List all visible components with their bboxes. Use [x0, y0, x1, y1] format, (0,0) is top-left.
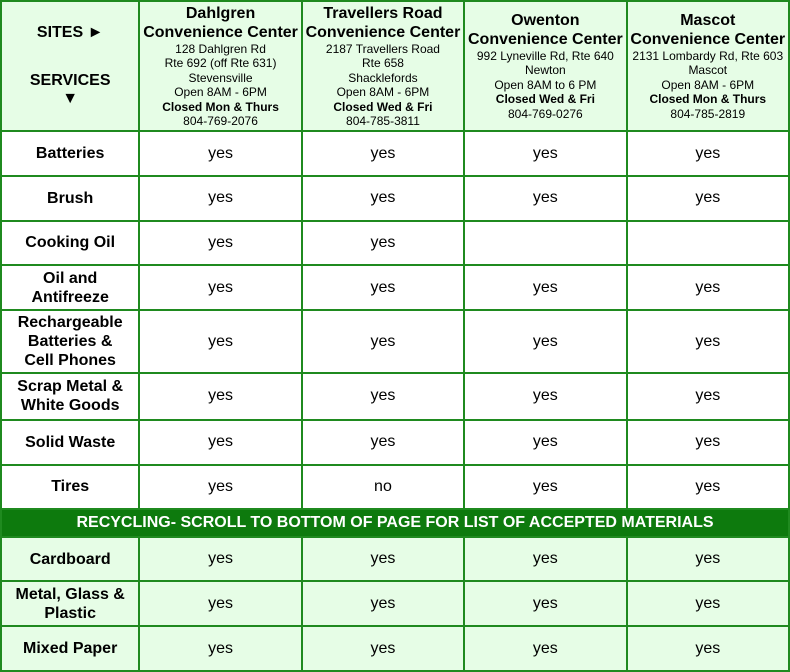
service-label-line: Scrap Metal &: [17, 378, 124, 396]
availability-cell: yes: [303, 266, 463, 309]
site-hours: Open 8AM - 6PM: [336, 85, 430, 100]
site-closed-days: Closed Wed & Fri: [495, 92, 595, 107]
availability-cell: yes: [303, 627, 463, 670]
recycling-label: [2, 627, 138, 670]
site-phone: 804-785-2819: [670, 106, 746, 121]
availability-cell: yes: [140, 222, 300, 265]
availability-cell: yes: [140, 374, 300, 419]
availability-cell: no: [303, 466, 463, 509]
service-label: [2, 311, 138, 372]
availability-cell: yes: [628, 466, 788, 509]
availability-cell: yes: [303, 222, 463, 265]
service-label-line: Batteries &: [27, 333, 113, 351]
service-label-line: Antifreeze: [31, 288, 109, 306]
site-phone: 804-769-0276: [507, 106, 583, 121]
availability-cell: yes: [628, 374, 788, 419]
availability-cell: yes: [140, 421, 300, 464]
availability-cell: yes: [628, 266, 788, 309]
site-address-line: Rte 658: [361, 56, 404, 71]
service-row-batteries: [2, 132, 788, 175]
availability-cell: yes: [303, 582, 463, 625]
site-name: Dahlgren: [185, 4, 256, 22]
recycling-row-metal-glass-plastic: [2, 582, 788, 625]
site-address-line: 2131 Lombardy Rd, Rte 603: [632, 48, 784, 63]
availability-cell: yes: [465, 538, 625, 581]
down-arrow-icon: ▼: [62, 90, 79, 108]
service-label-line: Cooking Oil: [25, 234, 116, 252]
availability-cell: yes: [303, 177, 463, 220]
service-label-line: Brush: [47, 189, 94, 207]
recycling-label-line: Metal, Glass &: [15, 585, 125, 603]
site-header-owenton: [465, 2, 625, 130]
recycling-label: [2, 538, 138, 581]
availability-cell: [628, 222, 788, 265]
availability-cell: yes: [465, 421, 625, 464]
availability-cell: yes: [140, 466, 300, 509]
availability-cell: yes: [140, 132, 300, 175]
availability-cell: yes: [628, 421, 788, 464]
header-row: [2, 2, 788, 130]
recycling-label-line: Mixed Paper: [23, 640, 118, 658]
service-label-line: Batteries: [35, 145, 105, 163]
service-row-rechargeable-batteries: [2, 311, 788, 372]
availability-cell: yes: [465, 582, 625, 625]
service-row-cooking-oil: [2, 222, 788, 265]
service-label-line: Tires: [51, 478, 90, 496]
site-name-suffix: Convenience Center: [143, 23, 298, 41]
availability-cell: yes: [303, 421, 463, 464]
site-name-suffix: Convenience Center: [630, 30, 786, 48]
site-address-line: Rte 692 (off Rte 631): [164, 56, 277, 71]
site-address-line: Shacklefords: [348, 70, 418, 85]
availability-cell: yes: [140, 266, 300, 309]
availability-cell: yes: [628, 311, 788, 372]
site-header-mascot: [628, 2, 788, 130]
recycling-label: [2, 582, 138, 625]
site-address-line: 992 Lyneville Rd, Rte 640: [476, 48, 614, 63]
corner-cell: [2, 2, 138, 130]
availability-cell: [465, 222, 625, 265]
site-address-line: 128 Dahlgren Rd: [175, 41, 266, 56]
site-hours: Open 8AM to 6 PM: [494, 77, 597, 92]
recycling-banner-row: [2, 510, 788, 535]
availability-cell: yes: [140, 538, 300, 581]
site-hours: Open 8AM - 6PM: [661, 77, 755, 92]
service-label-line: Rechargeable: [17, 314, 123, 332]
recycling-banner: RECYCLING- SCROLL TO BOTTOM OF PAGE FOR LIST OF ACCEPTED MATERIALS: [2, 510, 788, 535]
service-row-tires: [2, 466, 788, 509]
site-address-line: Newton: [525, 63, 566, 78]
service-label: [2, 177, 138, 220]
service-label-line: Oil and: [43, 269, 98, 287]
availability-cell: yes: [140, 177, 300, 220]
availability-cell: yes: [140, 582, 300, 625]
sites-label: SITES ►: [36, 24, 104, 42]
services-label: SERVICES: [29, 72, 111, 90]
recycling-row-cardboard: [2, 538, 788, 581]
availability-cell: yes: [303, 311, 463, 372]
service-label-line: Solid Waste: [25, 433, 116, 451]
site-closed-days: Closed Mon & Thurs: [162, 99, 279, 114]
availability-cell: yes: [465, 466, 625, 509]
recycling-label-line: Plastic: [44, 604, 96, 622]
site-phone: 804-785-3811: [346, 114, 420, 129]
service-label-line: Cell Phones: [24, 352, 116, 370]
availability-cell: yes: [303, 538, 463, 581]
service-label: [2, 132, 138, 175]
service-label: [2, 421, 138, 464]
availability-cell: yes: [465, 132, 625, 175]
availability-cell: yes: [140, 627, 300, 670]
availability-cell: yes: [465, 374, 625, 419]
availability-cell: yes: [628, 582, 788, 625]
recycling-label-line: Cardboard: [29, 550, 111, 568]
site-address-line: 2187 Travellers Road: [325, 41, 440, 56]
availability-cell: yes: [465, 177, 625, 220]
site-name-suffix: Convenience Center: [305, 23, 461, 41]
availability-cell: yes: [140, 311, 300, 372]
availability-cell: yes: [465, 311, 625, 372]
availability-cell: yes: [465, 627, 625, 670]
availability-cell: yes: [465, 266, 625, 309]
site-name: Owenton: [511, 11, 580, 29]
availability-cell: yes: [628, 132, 788, 175]
site-phone: 804-769-2076: [183, 114, 258, 129]
site-closed-days: Closed Mon & Thurs: [649, 92, 767, 107]
service-row-brush: [2, 177, 788, 220]
availability-cell: yes: [303, 132, 463, 175]
service-label: [2, 466, 138, 509]
site-address-line: Mascot: [688, 63, 728, 78]
availability-cell: yes: [628, 177, 788, 220]
service-row-scrap-metal: [2, 374, 788, 419]
site-header-travellers-road: [303, 2, 463, 130]
site-hours: Open 8AM - 6PM: [174, 85, 267, 100]
site-name-suffix: Convenience Center: [468, 30, 623, 48]
site-header-dahlgren: [140, 2, 300, 130]
availability-cell: yes: [303, 374, 463, 419]
recycling-row-mixed-paper: [2, 627, 788, 670]
site-closed-days: Closed Wed & Fri: [333, 99, 433, 114]
service-row-oil-antifreeze: [2, 266, 788, 309]
availability-cell: yes: [628, 538, 788, 581]
site-address-line: Stevensville: [188, 70, 253, 85]
service-row-solid-waste: [2, 421, 788, 464]
site-name: Mascot: [680, 11, 736, 29]
service-label: [2, 374, 138, 419]
service-label-line: White Goods: [20, 397, 120, 415]
service-label: [2, 266, 138, 309]
site-name: Travellers Road: [323, 4, 443, 22]
availability-cell: yes: [628, 627, 788, 670]
service-label: [2, 222, 138, 265]
